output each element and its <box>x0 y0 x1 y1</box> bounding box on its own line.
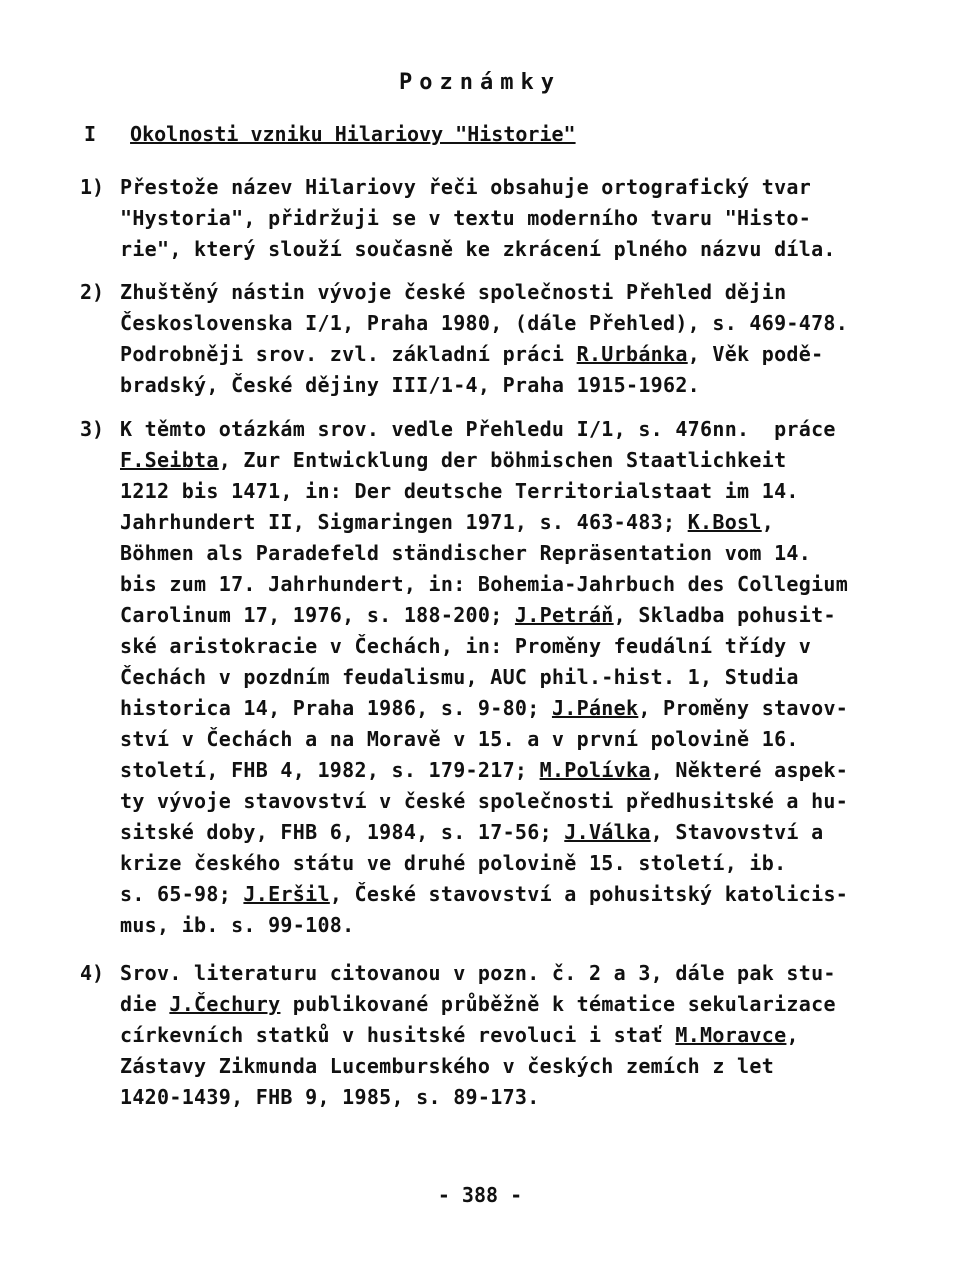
note-number: 3) <box>80 417 105 441</box>
note-line: mus, ib. s. 99-108. <box>120 913 355 937</box>
note-line: Zástavy Zikmunda Lucemburského v českých zemích z let <box>120 1054 775 1078</box>
note-text: , Proměny stavov- <box>638 696 849 720</box>
author-reference: J.Válka <box>564 820 651 844</box>
author-reference: J.Pánek <box>551 696 639 720</box>
note-line: bis zum 17. Jahrhundert, in: Bohemia-Jahrbuch des Collegium <box>120 572 849 596</box>
note-line: krize českého státu ve druhé polovině 15. století, ib. <box>120 851 787 875</box>
section-heading <box>84 122 576 146</box>
note-line: Přestože název Hilariovy řeči obsahuje ortografický tvar <box>120 175 812 199</box>
note-line <box>120 693 880 724</box>
note-text: církevních statků v husitské revoluci i stať <box>120 1023 676 1047</box>
note-line <box>120 989 880 1020</box>
note-text: , Zur Entwicklung der böhmischen Staatlichkeit <box>218 448 787 472</box>
note-line <box>120 600 880 631</box>
note-line <box>120 879 880 910</box>
note-text: s. 65-98; <box>120 882 244 906</box>
note-line: ty vývoje stavovství v české společnosti předhusitské a hu- <box>120 789 849 813</box>
note-text: , Některé aspek- <box>650 758 849 782</box>
note-line <box>120 755 880 786</box>
note-line <box>120 817 880 848</box>
section-number: I <box>84 122 97 146</box>
note-text: století, FHB 4, 1982, s. 179-217; <box>120 758 540 782</box>
note-number: 2) <box>80 280 105 304</box>
note-text: , Stavovství a <box>650 820 824 844</box>
author-reference: J.Čechury <box>169 992 281 1016</box>
note-line: Československa I/1, Praha 1980, (dále Přehled), s. 469-478. <box>120 311 849 335</box>
note-text: die <box>120 992 170 1016</box>
note-line: 1212 bis 1471, in: Der deutsche Territorialstaat im 14. <box>120 479 799 503</box>
page-title: Poznámky <box>399 70 561 95</box>
note-line: Čechách v pozdním feudalismu, AUC phil.-hist. 1, Studia <box>120 665 799 689</box>
author-reference: F.Seibta <box>120 448 219 472</box>
note-line: Zhuštěný nástin vývoje české společnosti Přehled dějin <box>120 280 787 304</box>
note-text: historica 14, Praha 1986, s. 9-80; <box>120 696 552 720</box>
note-line: "Hystoria", přidržuji se v textu moderního tvaru "Histo- <box>120 206 812 230</box>
note-text: , Skladba pohusit- <box>613 603 836 627</box>
note-2 <box>80 277 880 401</box>
note-text: , Věk podě- <box>687 342 824 366</box>
note-text: , <box>761 510 775 534</box>
note-line <box>120 445 880 476</box>
note-number: 4) <box>80 961 105 985</box>
note-line: rie", který slouží současně ke zkrácení plného názvu díla. <box>120 237 836 261</box>
note-line <box>120 1020 880 1051</box>
author-reference: R.Urbánka <box>576 342 688 366</box>
note-text: Carolinum 17, 1976, s. 188-200; <box>120 603 515 627</box>
note-4 <box>80 958 880 1113</box>
note-text: , České stavovství a pohusitský katolicis- <box>329 882 849 906</box>
note-text: Podrobněji srov. zvl. základní práci <box>120 342 577 366</box>
note-number: 1) <box>80 175 105 199</box>
author-reference: K.Bosl <box>687 510 762 534</box>
note-line <box>120 339 880 370</box>
author-reference: M.Moravce <box>675 1023 787 1047</box>
note-text: publikované průběžně k tématice sekularizace <box>280 992 836 1016</box>
note-line: Srov. literaturu citovanou v pozn. č. 2 a 3, dále pak stu- <box>120 961 836 985</box>
note-line: ství v Čechách a na Moravě v 15. a v první polovině 16. <box>120 727 799 751</box>
page-number: - 388 - <box>437 1183 523 1207</box>
author-reference: M.Polívka <box>539 758 651 782</box>
note-line <box>120 507 880 538</box>
note-line: Böhmen als Paradefeld ständischer Repräsentation vom 14. <box>120 541 812 565</box>
section-title: Okolnosti vzniku Hilariovy "Historie" <box>130 122 576 146</box>
note-text: , <box>786 1023 799 1047</box>
author-reference: J.Petráň <box>514 603 614 627</box>
note-line: 1420-1439, FHB 9, 1985, s. 89-173. <box>120 1085 540 1109</box>
author-reference: J.Eršil <box>243 882 330 906</box>
note-line: bradský, České dějiny III/1-4, Praha 1915-1962. <box>120 373 701 397</box>
note-line: K těmto otázkám srov. vedle Přehledu I/1, s. 476nn. práce <box>120 417 836 441</box>
note-3 <box>80 414 880 941</box>
note-text: Jahrhundert II, Sigmaringen 1971, s. 463-483; <box>120 510 688 534</box>
note-line: ské aristokracie v Čechách, in: Proměny feudální třídy v <box>120 634 812 658</box>
note-1 <box>80 172 880 265</box>
note-text: sitské doby, FHB 6, 1984, s. 17-56; <box>120 820 565 844</box>
